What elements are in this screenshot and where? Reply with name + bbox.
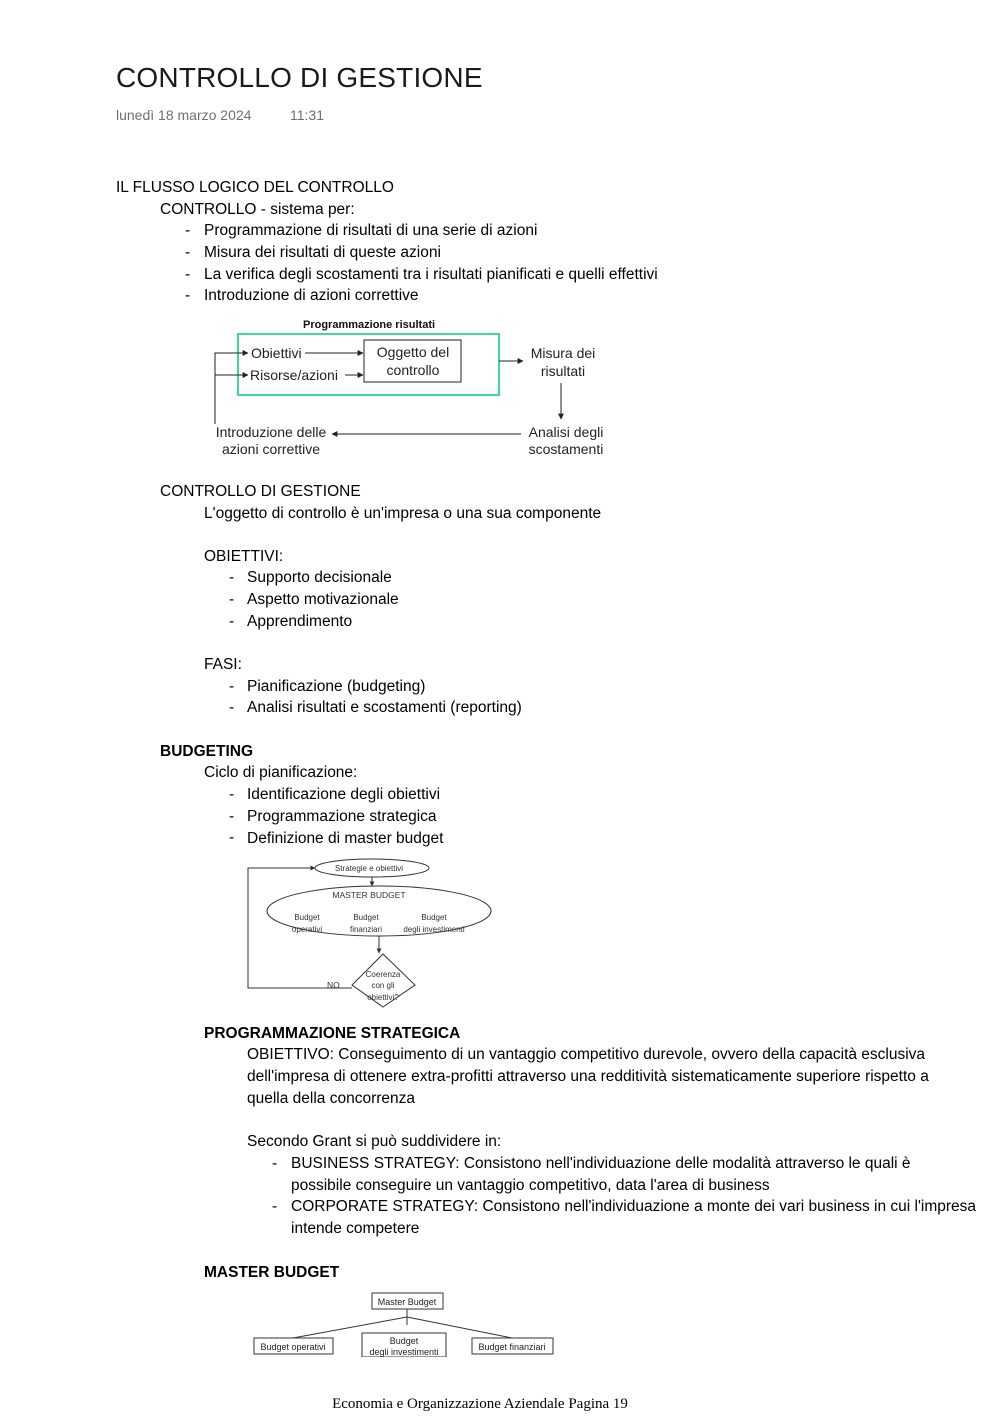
bullet-dash: - (185, 222, 191, 239)
grant-label: Secondo Grant si può suddividere in: (247, 1133, 502, 1150)
list-item: Identificazione degli obiettivi (247, 786, 441, 803)
master-budget-label: MASTER BUDGET (332, 890, 406, 900)
section-heading-prog-strategica: PROGRAMMAZIONE STRATEGICA (204, 1025, 461, 1042)
budget-finanziari-label: Budget finanziari (478, 1342, 546, 1352)
obiettivo-line: dell'impresa di ottenere extra-profitti attraverso una redditività sistematicamente superiore rispetto a (247, 1068, 929, 1085)
coerenza-line3: obiettivi? (367, 993, 399, 1002)
strategie-label: Strategie e obiettivi (334, 864, 404, 873)
bullet-dash: - (229, 808, 235, 825)
intro-line2: azioni correttive (221, 441, 321, 457)
bullet-dash: - (272, 1198, 278, 1215)
budget-operativi-line1: Budget (294, 913, 320, 922)
master-budget-tree-diagram (0, 1285, 1000, 1357)
obiettivo-line: OBIETTIVO: Conseguimento di un vantaggio competitivo durevole, ovvero della capacità esclusiva (247, 1046, 926, 1063)
master-budget-root-label: Master Budget (377, 1297, 437, 1307)
diagram-header-programmazione: Programmazione risultati (303, 319, 436, 331)
list-item: Programmazione strategica (247, 808, 437, 825)
misura-line2: risultati (540, 363, 586, 379)
obiettivi-label: OBIETTIVI: (204, 548, 284, 565)
no-label: NO (327, 980, 340, 990)
coerenza-line1: Coerenza (365, 970, 401, 979)
list-item: Supporto decisionale (247, 569, 392, 586)
budget-finanziari-line2: finanziari (349, 925, 383, 934)
budgeting-cycle-diagram (0, 850, 1000, 1010)
list-item: Misura dei risultati di queste azioni (204, 244, 441, 261)
coerenza-line2: con gli (371, 981, 395, 990)
corporate-strategy-line: CORPORATE STRATEGY: Consistono nell'individuazione a monte dei vari business in cui l'impresa (291, 1198, 977, 1215)
list-item: Aspetto motivazionale (247, 591, 399, 608)
bullet-dash: - (229, 786, 235, 803)
bullet-dash: - (229, 613, 235, 630)
page-time: 11:31 (290, 107, 324, 123)
page-title: CONTROLLO DI GESTIONE (116, 62, 483, 93)
list-item: La verifica degli scostamenti tra i risultati pianificati e quelli effettivi (204, 266, 658, 283)
section-heading-controllo-gestione: CONTROLLO DI GESTIONE (160, 483, 361, 500)
list-item: Programmazione di risultati di una serie di azioni (204, 222, 538, 239)
budget-investimenti-line1: Budget (389, 1336, 419, 1346)
control-loop-diagram (0, 0, 1000, 470)
bullet-dash: - (185, 266, 191, 283)
list-item: Definizione di master budget (247, 830, 444, 847)
subheading-controllo: CONTROLLO - sistema per: (160, 201, 355, 218)
section-heading-flusso: IL FLUSSO LOGICO DEL CONTROLLO (116, 179, 394, 196)
bullet-dash: - (272, 1155, 278, 1172)
intro-line1: Introduzione delle (215, 424, 327, 440)
list-item: Apprendimento (247, 613, 353, 630)
fasi-label: FASI: (204, 656, 242, 673)
budget-investimenti-line2: degli investimenti (403, 925, 465, 934)
bullet-dash: - (229, 678, 235, 695)
budget-operativi-line2: operativi (291, 925, 323, 934)
bullet-dash: - (229, 591, 235, 608)
budget-investimenti-line1: Budget (421, 913, 447, 922)
oggetto-controllo-text: L'oggetto di controllo è un'impresa o una sua componente (204, 505, 602, 522)
bullet-dash: - (229, 569, 235, 586)
budget-investimenti-line2: degli investimenti (369, 1347, 439, 1357)
ciclo-label: Ciclo di pianificazione: (204, 764, 358, 781)
bullet-dash: - (229, 699, 235, 716)
bullet-dash: - (229, 829, 235, 846)
analisi-line2: scostamenti (528, 441, 604, 457)
page-footer: Economia e Organizzazione Aziendale Pagina 19 (332, 1396, 628, 1412)
obiettivo-line: quella della concorrenza (247, 1090, 416, 1107)
section-heading-budgeting: BUDGETING (160, 743, 253, 760)
business-strategy-line: BUSINESS STRATEGY: Consistono nell'individuazione delle modalità attraverso le quali è (291, 1155, 911, 1172)
page-date: lunedì 18 marzo 2024 (116, 107, 252, 123)
list-item: Introduzione di azioni correttive (204, 287, 419, 304)
obiettivi-label: Obiettivi (251, 345, 302, 361)
budget-finanziari-line1: Budget (353, 913, 379, 922)
oggetto-line1: Oggetto del (376, 344, 450, 360)
misura-line1: Misura dei (530, 345, 596, 361)
oggetto-line2: controllo (386, 362, 440, 378)
list-item: Pianificazione (budgeting) (247, 678, 426, 695)
analisi-line1: Analisi degli (528, 424, 604, 440)
section-heading-master-budget: MASTER BUDGET (204, 1264, 340, 1281)
bullet-dash: - (185, 244, 191, 261)
list-item: Analisi risultati e scostamenti (reporting) (247, 699, 522, 716)
budget-operativi-label: Budget operativi (260, 1342, 326, 1352)
risorse-label: Risorse/azioni (250, 367, 338, 383)
corporate-strategy-line: intende competere (291, 1220, 420, 1237)
feedback-loop-line (215, 353, 248, 424)
bullet-dash: - (185, 287, 191, 304)
business-strategy-line: possibile conseguire un vantaggio competitivo, data l'area di business (291, 1177, 770, 1194)
